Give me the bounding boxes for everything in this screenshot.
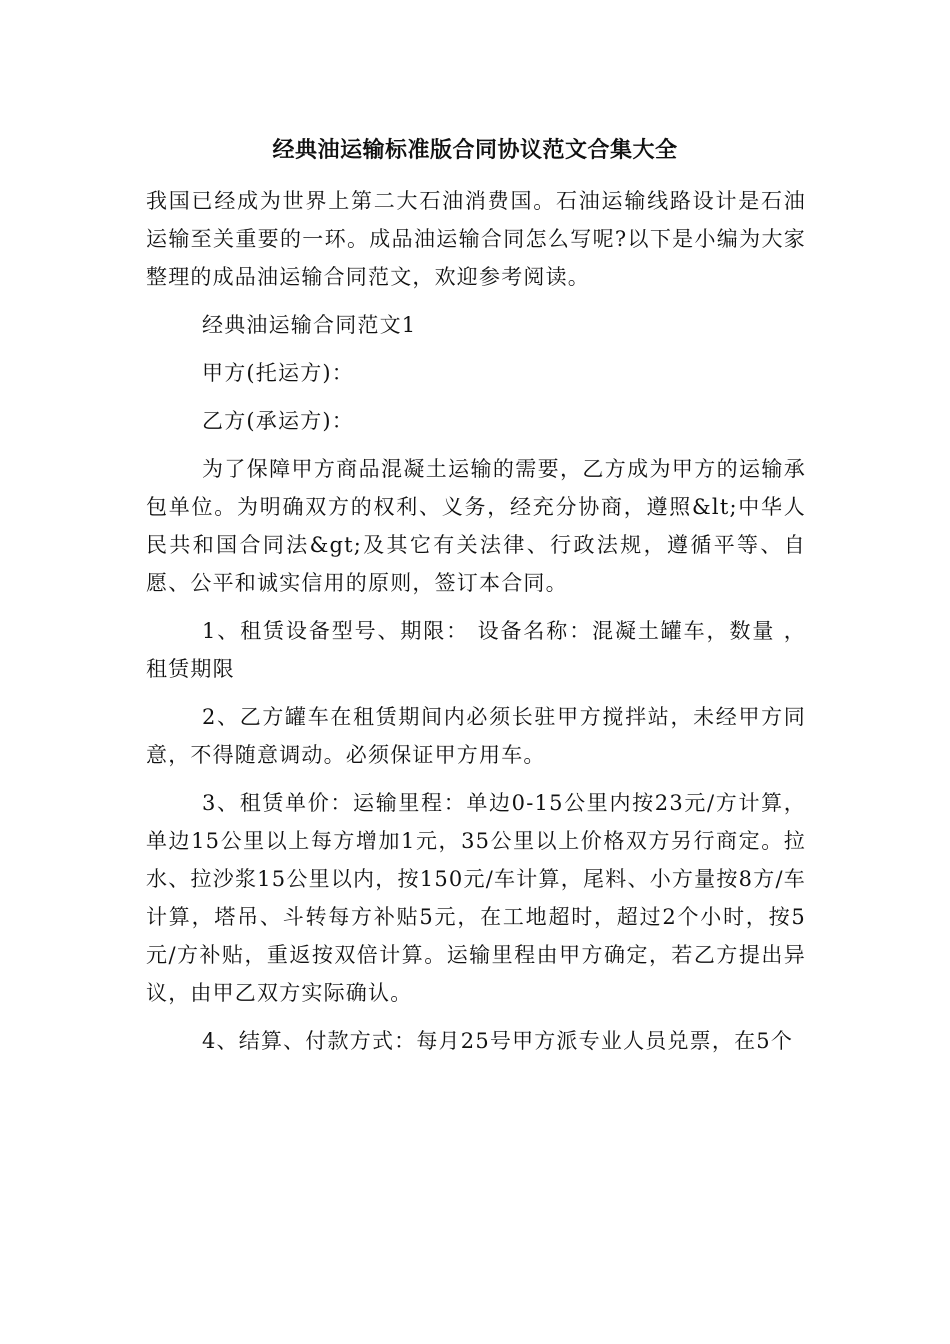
party-b-line: 乙方(承运方)： <box>202 409 354 433</box>
document-body <box>146 182 806 1070</box>
preamble-paragraph: 为了保障甲方商品混凝土运输的需要，乙方成为甲方的运输承包单位。为明确双方的权利、义务，经充分协商，遵照&lt;中华人民共和国合同法&gt;及其它有关法律、行政法规，遵循平等、自愿、公平和诚实信用的原则，签订本合同。 <box>146 457 806 595</box>
clause-3: 3、租赁单价：运输里程：单边0-15公里内按23元/方计算，单边15公里以上每方增加1元，35公里以上价格双方另行商定。拉水、拉沙浆15公里以内，按150元/车计算，尾料、小方量按8方/车计算，塔吊、斗转每方补贴5元，在工地超时，超过2个小时，按5元/方补贴，重返按双倍计算。运输里程由甲方确定，若乙方提出异议，由甲乙双方实际确认。 <box>146 791 806 1005</box>
section-heading: 经典油运输合同范文1 <box>202 313 417 337</box>
intro-paragraph: 我国已经成为世界上第二大石油消费国。石油运输线路设计是石油运输至关重要的一环。成品油运输合同怎么写呢?以下是小编为大家整理的成品油运输合同范文，欢迎参考阅读。 <box>146 189 806 289</box>
party-a-line: 甲方(托运方)： <box>202 361 354 385</box>
document-title: 经典油运输标准版合同协议范文合集大全 <box>272 138 678 163</box>
clause-4: 4、结算、付款方式：每月25号甲方派专业人员兑票，在5个 <box>202 1029 794 1053</box>
clause-2: 2、乙方罐车在租赁期间内必须长驻甲方搅拌站，未经甲方同意，不得随意调动。必须保证甲方用车。 <box>146 705 806 767</box>
clause-1: 1、租赁设备型号、期限： 设备名称：混凝土罐车，数量 ，租赁期限 <box>146 619 806 681</box>
